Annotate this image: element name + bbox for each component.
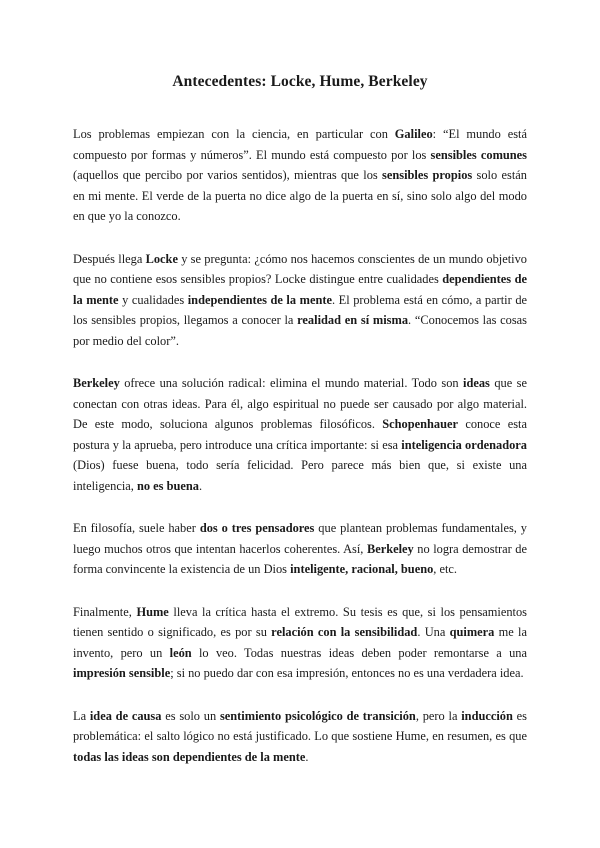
text-run: . Una bbox=[417, 625, 450, 639]
text-run: Después llega bbox=[73, 251, 146, 266]
bold-term: ideas bbox=[463, 376, 490, 390]
bold-term: dependientes de la mente bbox=[73, 272, 527, 307]
bold-term: no es buena bbox=[137, 478, 199, 493]
text-run: . El problema está en cómo, a partir de los sensibles propios, llegamos a conocer la bbox=[73, 292, 528, 327]
paragraph bbox=[73, 373, 527, 496]
text-run: lleva la crítica hasta el extremo. Su tesis es que, si los pensamientos tienen sentido o significado, es por su bbox=[73, 604, 527, 639]
paragraph bbox=[73, 706, 527, 768]
bold-term: inteligente, racional, bueno bbox=[290, 562, 434, 576]
bold-term: Schopenhauer bbox=[382, 417, 459, 431]
bold-term: sentimiento psicológico de transición bbox=[219, 708, 416, 723]
bold-term: independientes de la mente bbox=[187, 292, 332, 307]
document-body bbox=[73, 124, 527, 767]
bold-term: Hume bbox=[136, 604, 169, 619]
text-run: (Dios) fuese buena, todo sería felicidad. Pero parece más bien que, si existe una inteligencia, bbox=[73, 458, 527, 493]
text-run: (aquellos que percibo por varios sentidos), mientras que los bbox=[73, 168, 383, 182]
paragraph bbox=[73, 249, 527, 352]
text-run: lo veo. Todas nuestras ideas deben poder remontarse a una bbox=[191, 645, 527, 660]
text-run: : “El mundo está compuesto por formas y números”. El mundo está compuesto por los bbox=[73, 127, 527, 162]
bold-term: impresión sensible bbox=[73, 666, 171, 680]
bold-term: dos o tres pensadores bbox=[199, 521, 315, 535]
bold-term: inducción bbox=[461, 708, 513, 723]
bold-term: inteligencia ordenadora bbox=[401, 437, 527, 452]
bold-term: quimera bbox=[449, 625, 495, 639]
text-run: que se conectan con otras ideas. Para él, algo espiritual no puede ser causado por algo material. De este modo, soluciona algunos problemas filosóficos. bbox=[73, 376, 527, 431]
text-run: En filosofía, suele haber bbox=[73, 521, 200, 535]
bold-term: sensibles comunes bbox=[430, 147, 527, 162]
text-run: Los problemas empiezan con la ciencia, en particular con bbox=[73, 127, 395, 141]
text-run: La bbox=[73, 708, 90, 723]
text-run: . “Conocemos las cosas por medio del color”. bbox=[73, 313, 528, 348]
bold-term: realidad en sí misma bbox=[297, 313, 409, 327]
bold-term: todas las ideas son dependientes de la mente bbox=[73, 749, 306, 764]
bold-term: Locke bbox=[145, 251, 178, 266]
text-run: ; si no puedo dar con esa impresión, entonces no es una verdadera idea. bbox=[170, 666, 524, 680]
bold-term: león bbox=[169, 645, 192, 660]
bold-term: sensibles propios bbox=[382, 168, 473, 182]
text-run: , etc. bbox=[433, 562, 458, 576]
paragraph bbox=[73, 518, 527, 580]
text-run: y cualidades bbox=[118, 292, 188, 307]
bold-term: Berkeley bbox=[366, 541, 414, 556]
text-run: . bbox=[198, 478, 203, 493]
text-run: es solo un bbox=[161, 708, 220, 723]
text-run: que plantean problemas fundamentales, y luego muchos otros que intentan hacerlos coherentes. Así, bbox=[73, 521, 527, 556]
text-run: Finalmente, bbox=[73, 604, 137, 619]
text-run: , pero la bbox=[415, 708, 462, 723]
text-run: y se pregunta: ¿cómo nos hacemos conscientes de un mundo objetivo que no contiene esos sensibles propios? Locke distingue entre cualidades bbox=[73, 251, 527, 286]
bold-term: relación con la sensibilidad bbox=[271, 625, 418, 639]
paragraph bbox=[73, 124, 527, 227]
text-run: . bbox=[305, 749, 309, 764]
paragraph bbox=[73, 602, 527, 684]
text-run: conoce esta postura y la aprueba, pero introduce una crítica importante: si esa bbox=[73, 417, 527, 452]
text-run: ofrece una solución radical: elimina el mundo material. Todo son bbox=[119, 376, 464, 390]
bold-term: Galileo bbox=[394, 127, 433, 141]
text-run: solo están en mi mente. El verde de la puerta no dice algo de la puerta en sí, sino solo algo del modo en que yo la conozco. bbox=[73, 168, 527, 223]
page-title: Antecedentes: Locke, Hume, Berkeley bbox=[172, 73, 428, 90]
text-run: no logra demostrar de forma convincente la existencia de un Dios bbox=[73, 541, 527, 576]
text-run: me la invento, pero un bbox=[73, 625, 527, 660]
bold-term: idea de causa bbox=[89, 708, 162, 723]
text-run: es problemática: el salto lógico no está justificado. Lo que sostiene Hume, en resumen, es que bbox=[73, 708, 527, 743]
bold-term: Berkeley bbox=[73, 376, 120, 390]
